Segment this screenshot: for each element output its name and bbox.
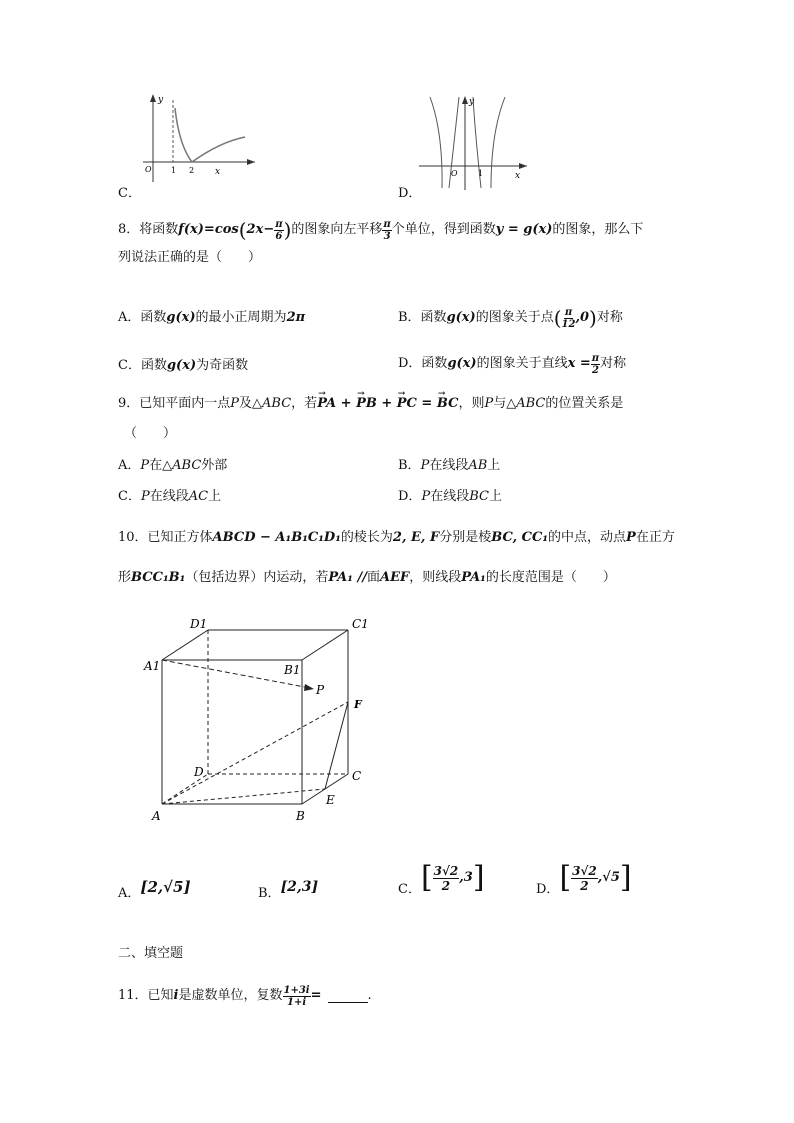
q9-PB: → PB	[356, 396, 377, 412]
q10-line2-pre: 形	[118, 570, 132, 585]
q9-rel: 与△	[493, 396, 517, 411]
q8-d-den: 2	[591, 364, 599, 376]
q9-PC: → PC	[397, 396, 417, 412]
q10-len: 的棱长为	[340, 530, 393, 545]
graph-c-label: C．	[118, 186, 141, 201]
q8-d-gx: g(x)	[447, 356, 477, 371]
q10-c-tail: ,3	[459, 870, 473, 885]
q8-lparen: (	[238, 218, 247, 242]
q8-a-pre: A．函数	[118, 310, 167, 325]
q8-b-pre: B．函数	[398, 310, 447, 325]
q9-c-P: P	[140, 489, 150, 504]
q8-pi3-den: 3	[383, 230, 391, 242]
label-F: F	[354, 698, 362, 711]
q11-frac	[283, 985, 311, 1008]
q10-cube: ABCD − A₁B₁C₁D₁	[212, 530, 341, 545]
q9-P: P	[230, 396, 240, 411]
graph-d	[415, 92, 535, 192]
label-E: E	[326, 793, 335, 807]
label-A1: A1	[144, 659, 161, 673]
q10-line2	[118, 570, 616, 586]
q10-P: P	[626, 530, 636, 545]
q10-face: BCC₁B₁	[131, 570, 186, 585]
q11-den: 1+i	[286, 996, 307, 1008]
q8-mid: 的图象向左平移	[291, 222, 383, 237]
q9-ABC: ABC	[262, 396, 292, 411]
q9-option-c	[118, 489, 221, 505]
q8-d-end: 对称	[600, 356, 627, 371]
q9-c-AC: AC	[188, 489, 209, 504]
q9-c-txt: 在线段	[149, 489, 189, 504]
q8-option-c	[118, 352, 248, 380]
q11-eq: =	[310, 988, 322, 1003]
q9-line1	[118, 396, 623, 412]
q9-c-end: 上	[208, 489, 222, 504]
q8-b-den: 12	[561, 318, 576, 330]
q11-blank[interactable]	[328, 990, 368, 1003]
q8-option-d	[398, 346, 626, 382]
q9-plus2: +	[376, 396, 397, 411]
q9-rel2: 的位置关系是	[545, 396, 624, 411]
q8-d-num: π	[591, 352, 600, 364]
q10-plane: 面	[366, 570, 380, 585]
q10-option-b	[258, 870, 318, 904]
q11-line	[118, 976, 372, 1016]
q9-d-end: 上	[488, 489, 502, 504]
q9-a-ABC: ABC	[172, 458, 202, 473]
q10-c-num: 3√2	[433, 863, 459, 878]
q9-d-txt: 在线段	[430, 489, 470, 504]
q10-mid: 的中点，动点	[548, 530, 627, 545]
graph-d-y: y	[469, 97, 475, 107]
q9-b-AB: AB	[468, 458, 488, 473]
label-A: A	[152, 809, 161, 823]
q8-b-zero: ,0	[575, 310, 590, 325]
section-title: 二、填空题	[118, 946, 184, 961]
q9-BC: → BC	[437, 396, 459, 412]
q9-option-a	[118, 458, 227, 474]
q8-inner: 2x−	[246, 222, 275, 237]
q10-line1	[118, 530, 675, 546]
q10-c-lbr: [	[420, 860, 433, 895]
q8-d-post: 的图象关于直线	[476, 356, 568, 371]
q10-AEF: AEF	[380, 570, 410, 585]
q9-option-d	[398, 489, 502, 505]
q9-b-end: 上	[487, 458, 501, 473]
q8-option-a	[118, 304, 305, 332]
graph-c-x: x	[215, 167, 221, 177]
q8-pi3-num: π	[383, 218, 391, 230]
q9-a-P: P	[140, 458, 150, 473]
label-B1: B1	[284, 663, 301, 677]
q8-frac-den: 6	[275, 230, 283, 242]
q9-c: C．	[118, 489, 141, 504]
q10-c-rbr: ]	[472, 860, 485, 895]
q9-b-P: P	[420, 458, 430, 473]
q10-range: 的长度范围是（ ）	[485, 570, 616, 585]
q11-num: 1+3i	[283, 984, 310, 996]
graph-d-o: O	[451, 169, 458, 178]
q8-func: f(x)=cos	[178, 222, 239, 237]
q8-frac-num: π	[275, 218, 283, 230]
q9-pre: 9．已知平面内一点	[118, 396, 231, 411]
q11-i: i	[173, 988, 179, 1003]
q11-end: .	[367, 988, 372, 1003]
q8-b-lparen: (	[553, 306, 562, 330]
q10-d-lbr: [	[559, 860, 572, 895]
q8-d-pre: D．函数	[398, 356, 448, 371]
q9-and: 及△	[239, 396, 263, 411]
q10-option-a	[118, 870, 191, 904]
q8-c-pre: C．函数	[118, 358, 167, 373]
q10-line2-end: ，则线段	[409, 570, 462, 585]
q10-c-den: 2	[441, 878, 451, 893]
q9-plus1: +	[336, 396, 357, 411]
q9-a-txt: 在△	[149, 458, 173, 473]
graph-c-y: y	[158, 95, 164, 105]
q8-frac-pi3	[382, 219, 391, 242]
q8-frac-pi6	[274, 219, 283, 242]
cube-figure	[140, 616, 380, 826]
q10-option-c	[398, 856, 485, 900]
q10-vals: 2, E, F	[392, 530, 440, 545]
q10-a-val: [2,√5]	[140, 878, 191, 896]
label-P: P	[316, 683, 325, 697]
label-C: C	[352, 769, 362, 783]
q10-fen: 分别是棱	[439, 530, 492, 545]
graph-c-1: 1	[171, 166, 177, 175]
q10-d-rbr: ]	[619, 860, 632, 895]
q10-b-val: [2,3]	[280, 879, 319, 895]
q8-d-x: x =	[567, 356, 591, 371]
q9-d-BC: BC	[469, 489, 489, 504]
graph-c-o: O	[145, 165, 152, 174]
q10-PA1b: PA₁	[461, 570, 486, 585]
graph-d-1: 1	[478, 169, 484, 178]
label-D1: D1	[190, 617, 208, 631]
q9-PA: → PA	[317, 396, 336, 412]
q8-line1	[118, 210, 643, 250]
label-D: D	[194, 765, 204, 779]
graph-c	[135, 90, 265, 185]
q8-b-num: π	[564, 306, 573, 318]
q10-a: A．	[118, 886, 141, 901]
q9-then: ，则	[458, 396, 485, 411]
q9-b-txt: 在线段	[429, 458, 469, 473]
q9-b: B．	[398, 458, 421, 473]
q11-pre: 11．已知	[118, 988, 174, 1003]
q9-paren: （ ）	[124, 426, 177, 441]
q10-in: 在正方	[635, 530, 675, 545]
q9-ruo: ，若	[291, 396, 318, 411]
label-B: B	[296, 809, 305, 823]
graph-c-2: 2	[189, 166, 195, 175]
q8-a-gx: g(x)	[166, 310, 196, 325]
q10-d-frac	[571, 864, 598, 893]
q8-b-end: 对称	[596, 310, 623, 325]
q8-a-val: 2π	[286, 310, 306, 325]
q8-a-post: 的最小正周期为	[195, 310, 287, 325]
q9-a: A．	[118, 458, 141, 473]
q8-gfunc: y = g(x)	[495, 222, 553, 237]
label-C1: C1	[352, 617, 369, 631]
q11-mid: 是虚数单位，复数	[178, 988, 283, 1003]
q9-option-b	[398, 458, 500, 474]
q10-d: D．	[536, 882, 560, 897]
q10-b: B．	[258, 886, 281, 901]
q10-PA1: PA₁ //	[328, 570, 367, 585]
q8-option-b	[398, 298, 623, 338]
q8-c-gx: g(x)	[166, 358, 197, 373]
q10-line2-mid: （包括边界）内运动，若	[185, 570, 329, 585]
q9-ABC2: ABC	[516, 396, 546, 411]
graph-d-label: D．	[398, 186, 422, 201]
q8-b-rparen: )	[589, 306, 597, 330]
q8-end: 的图象，那么下	[552, 222, 644, 237]
q10-edges: BC, CC₁	[491, 530, 549, 545]
q10-option-d	[536, 856, 632, 900]
q8-line2: 列说法正确的是（ ）	[118, 250, 262, 265]
q10-c: C．	[398, 882, 421, 897]
q9-eq: =	[416, 396, 437, 411]
q10-d-den: 2	[580, 878, 589, 893]
q8-b-frac	[562, 307, 576, 330]
q10-d-tail: ,√5	[597, 870, 620, 885]
graph-d-x: x	[515, 171, 521, 181]
q9-a-end: 外部	[201, 458, 228, 473]
q8-c-post: 为奇函数	[196, 358, 249, 373]
q10-pre: 10．已知正方体	[118, 530, 213, 545]
q8-mid2: 个单位，得到函数	[391, 222, 496, 237]
q10-c-frac	[433, 864, 460, 893]
q9-P2: P	[484, 396, 494, 411]
q8-b-post: 的图象关于点	[475, 310, 554, 325]
q10-d-num: 3√2	[572, 863, 597, 878]
q9-d: D．	[398, 489, 422, 504]
q8-prefix: 8．将函数	[118, 222, 179, 237]
q9-d-P: P	[421, 489, 431, 504]
q8-b-gx: g(x)	[446, 310, 476, 325]
q8-d-frac	[591, 353, 600, 376]
q8-rparen: )	[283, 218, 292, 242]
